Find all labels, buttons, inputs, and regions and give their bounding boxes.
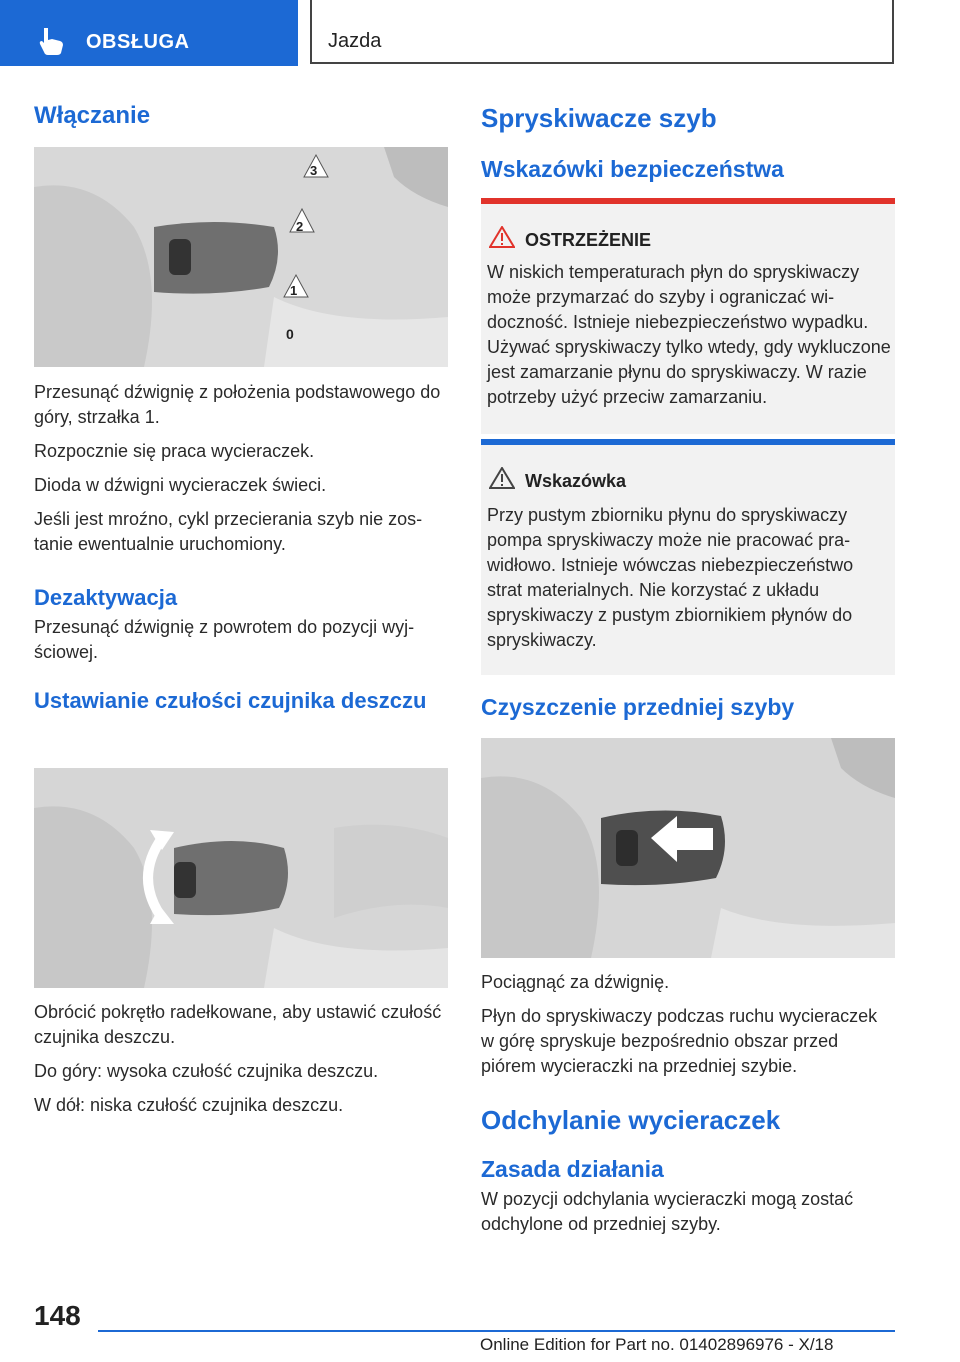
- chapter-header: [310, 0, 894, 64]
- figure-rain-sensor-wheel: [34, 768, 448, 988]
- heading-odchylanie: Odchylanie wycieraczek: [481, 1105, 781, 1135]
- warning-box: [481, 198, 895, 434]
- paragraph: Dioda w dźwigni wycieraczek świeci.: [34, 475, 327, 495]
- section-tab-label: OBSŁUGA: [86, 31, 190, 53]
- knurled-wheel-illustration: [34, 768, 448, 988]
- figure1-label-1: 1: [290, 283, 298, 298]
- hand-pointer-icon: [36, 26, 66, 56]
- note-text: Przy pustym zbiorniku płynu do spryskiwaczy pompa spryskiwaczy może nie pracować prawidłowo. Istnieje wówczas niebezpieczeństwo strat materialnych. Nie korzystać z układu spryskiwaczy z pustym zbiornikiem płynów do spryskiwaczy.: [487, 505, 854, 650]
- heading-ustawianie: Ustawianie czułości czujnika deszczu: [34, 688, 427, 713]
- note-box: [481, 439, 895, 675]
- heading-dezaktywacja: Dezaktywacja: [34, 585, 178, 610]
- paragraph: W dół: niska czułość czujnika deszczu.: [34, 1095, 344, 1115]
- paragraph: Przesunąć dźwignię z powrotem do pozycji wyjściowej.: [34, 617, 415, 662]
- wiper-stalk-illustration: [34, 147, 448, 367]
- heading-czyszczenie: Czyszczenie przedniej szyby: [481, 694, 795, 720]
- warning-text: W niskich temperaturach płyn do spryskiwaczy może przymarzać do szyby i ograniczać widoczność. Istnieje niebezpieczeństwo wypadku. Używać spryskiwaczy tylko wtedy, gdy wykluczone jest zamarzanie płynu do spryskiwaczy. W razie potrzeby użyć przeciw zamarzaniu.: [487, 262, 891, 407]
- warning-triangle-icon: [489, 226, 515, 248]
- paragraph: Jeśli jest mroźno, cykl przecierania szyb nie zostanie ewentualnie uruchomiony.: [34, 509, 423, 554]
- chapter-title: Jazda: [328, 30, 382, 52]
- page-number: 148: [34, 1300, 81, 1331]
- paragraph: Przesunąć dźwignię z położenia podstawowego do góry, strzałka 1.: [34, 382, 441, 427]
- heading-wlaczanie: Włączanie: [34, 102, 151, 129]
- heading-spryskiwacze: Spryskiwacze szyb: [481, 103, 717, 133]
- figure1-label-2: 2: [296, 219, 304, 234]
- paragraph: Płyn do spryskiwaczy podczas ruchu wycieraczek w górę spryskuje bezpośrednio obszar przed piórem wycieraczki na przedniej szybie.: [481, 1006, 878, 1076]
- figure1-label-0: 0: [286, 326, 294, 342]
- footer-divider: [98, 1330, 895, 1332]
- pull-stalk-illustration: [481, 738, 895, 958]
- left-column: [34, 102, 448, 142]
- paragraph: Obrócić pokrętło radełkowane, aby ustawić czułość czujnika deszczu.: [34, 1002, 442, 1047]
- note-triangle-icon: [489, 467, 515, 489]
- figure-pull-stalk: [481, 738, 895, 958]
- paragraph: Pociągnąć za dźwignię.: [481, 972, 670, 992]
- warning-title: OSTRZEŻENIE: [525, 230, 652, 250]
- paragraph: Rozpocznie się praca wycieraczek.: [34, 441, 315, 461]
- left-text-block-2: [34, 1000, 448, 1118]
- right-column-top: [481, 103, 895, 183]
- right-heading-czyszczenie: [481, 694, 895, 721]
- heading-wskazowki: Wskazówki bezpieczeństwa: [481, 156, 784, 182]
- note-title: Wskazówka: [525, 471, 627, 491]
- left-text-block-1: [34, 380, 448, 715]
- section-tab[interactable]: [0, 0, 298, 66]
- figure-wiper-stalk-positions: [34, 147, 448, 367]
- figure1-label-3: 3: [310, 163, 318, 178]
- edition-text: Online Edition for Part no. 01402896976 - X/18: [480, 1335, 834, 1354]
- right-text-block: [481, 970, 895, 1237]
- paragraph: W pozycji odchylania wycieraczki mogą zostać odchylone od przedniej szyby.: [481, 1189, 854, 1234]
- paragraph: Do góry: wysoka czułość czujnika deszczu.: [34, 1061, 379, 1081]
- heading-zasada: Zasada działania: [481, 1156, 664, 1182]
